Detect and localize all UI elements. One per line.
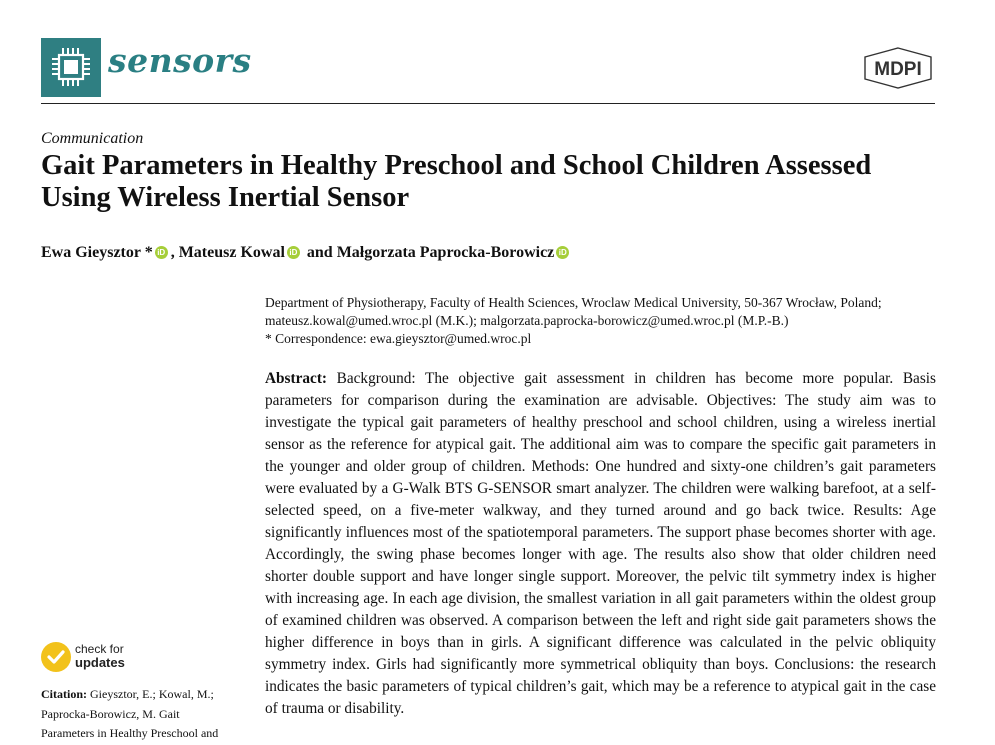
updates-label: updates bbox=[75, 655, 125, 670]
citation-block bbox=[41, 685, 246, 744]
article-type: Communication bbox=[41, 130, 144, 147]
abstract-text: Background: The objective gait assessment in children has become more popular. Basis parameters for comparison during the examination are advisable. Objectives: The study aim was to investigate the typical gait parameters of healthy preschool and school children, using a wireless inertial sensor as the reference for atypical gait. The additional aim was to compare the specific gait parameters in the younger and older group of children. Methods: One hundred and sixty-one children’s gait parameters were evaluated by a G-Walk BTS G-SENSOR smart analyzer. The children were walking barefoot, at a self-selected speed, on a five-meter walkway, and they turned around and go back twice. Results: Age significantly influences most of the spatiotemporal parameters. The support phase becomes shorter with age. Accordingly, the swing phase becomes longer with age. The results also show that older children need shorter double support and have longer single support. Moreover, the pelvic tilt symmetry index is higher with increasing age. In each age division, the smallest variation in all gait parameters within the oldest group of examined children was observed. A comparison between the left and right side gait parameters shows the higher difference in boys than in girls. A significant difference was calculated in the pelvic obliquity symmetry index. Girls had significantly more symmetrical obliquity than boys. Conclusions: the research indicates the basic parameters of typical children’s gait, which may be a reference to atypical gait in the case of trauma or disability. bbox=[265, 370, 937, 717]
orcid-icon[interactable]: iD bbox=[155, 246, 168, 259]
affiliation-emails[interactable]: mateusz.kowal@umed.wroc.pl (M.K.); malgorzata.paprocka-borowicz@umed.wroc.pl (M.P.-B.) bbox=[265, 313, 789, 328]
author-list bbox=[41, 244, 572, 262]
citation-line: Gieysztor, E.; Kowal, M.; bbox=[87, 687, 214, 701]
citation-line: Paprocka-Borowicz, M. Gait bbox=[41, 706, 180, 721]
correspondence[interactable]: * Correspondence: ewa.gieysztor@umed.wroc.pl bbox=[265, 331, 532, 346]
citation-line: Parameters in Healthy Preschool and bbox=[41, 726, 219, 740]
journal-logo bbox=[41, 38, 101, 97]
citation-label: Citation: bbox=[41, 687, 87, 701]
orcid-icon[interactable]: iD bbox=[556, 246, 569, 259]
orcid-icon[interactable]: iD bbox=[287, 246, 300, 259]
author-1[interactable]: Ewa Gieysztor * bbox=[41, 244, 153, 261]
check-for-updates-button[interactable] bbox=[41, 640, 181, 674]
affiliation-line: Department of Physiotherapy, Faculty of Health Sciences, Wroclaw Medical University, 50-367 Wrocław, Poland; bbox=[265, 295, 882, 310]
header-divider bbox=[41, 103, 935, 104]
article-title: Gait Parameters in Healthy Preschool and School Children Assessed Using Wireless Inertial Sensor bbox=[41, 150, 872, 213]
publisher-name: MDPI bbox=[874, 59, 922, 80]
chip-icon bbox=[41, 38, 101, 97]
abstract bbox=[265, 368, 936, 720]
check-icon bbox=[41, 642, 71, 672]
check-for-label: check for bbox=[75, 642, 124, 656]
journal-name[interactable]: sensors bbox=[108, 41, 252, 80]
abstract-label: Abstract: bbox=[265, 370, 328, 387]
author-3[interactable]: and Małgorzata Paprocka-Borowicz bbox=[302, 244, 555, 261]
author-2[interactable]: , Mateusz Kowal bbox=[170, 244, 285, 261]
mdpi-logo[interactable] bbox=[860, 45, 936, 96]
affiliation-block bbox=[265, 294, 945, 348]
